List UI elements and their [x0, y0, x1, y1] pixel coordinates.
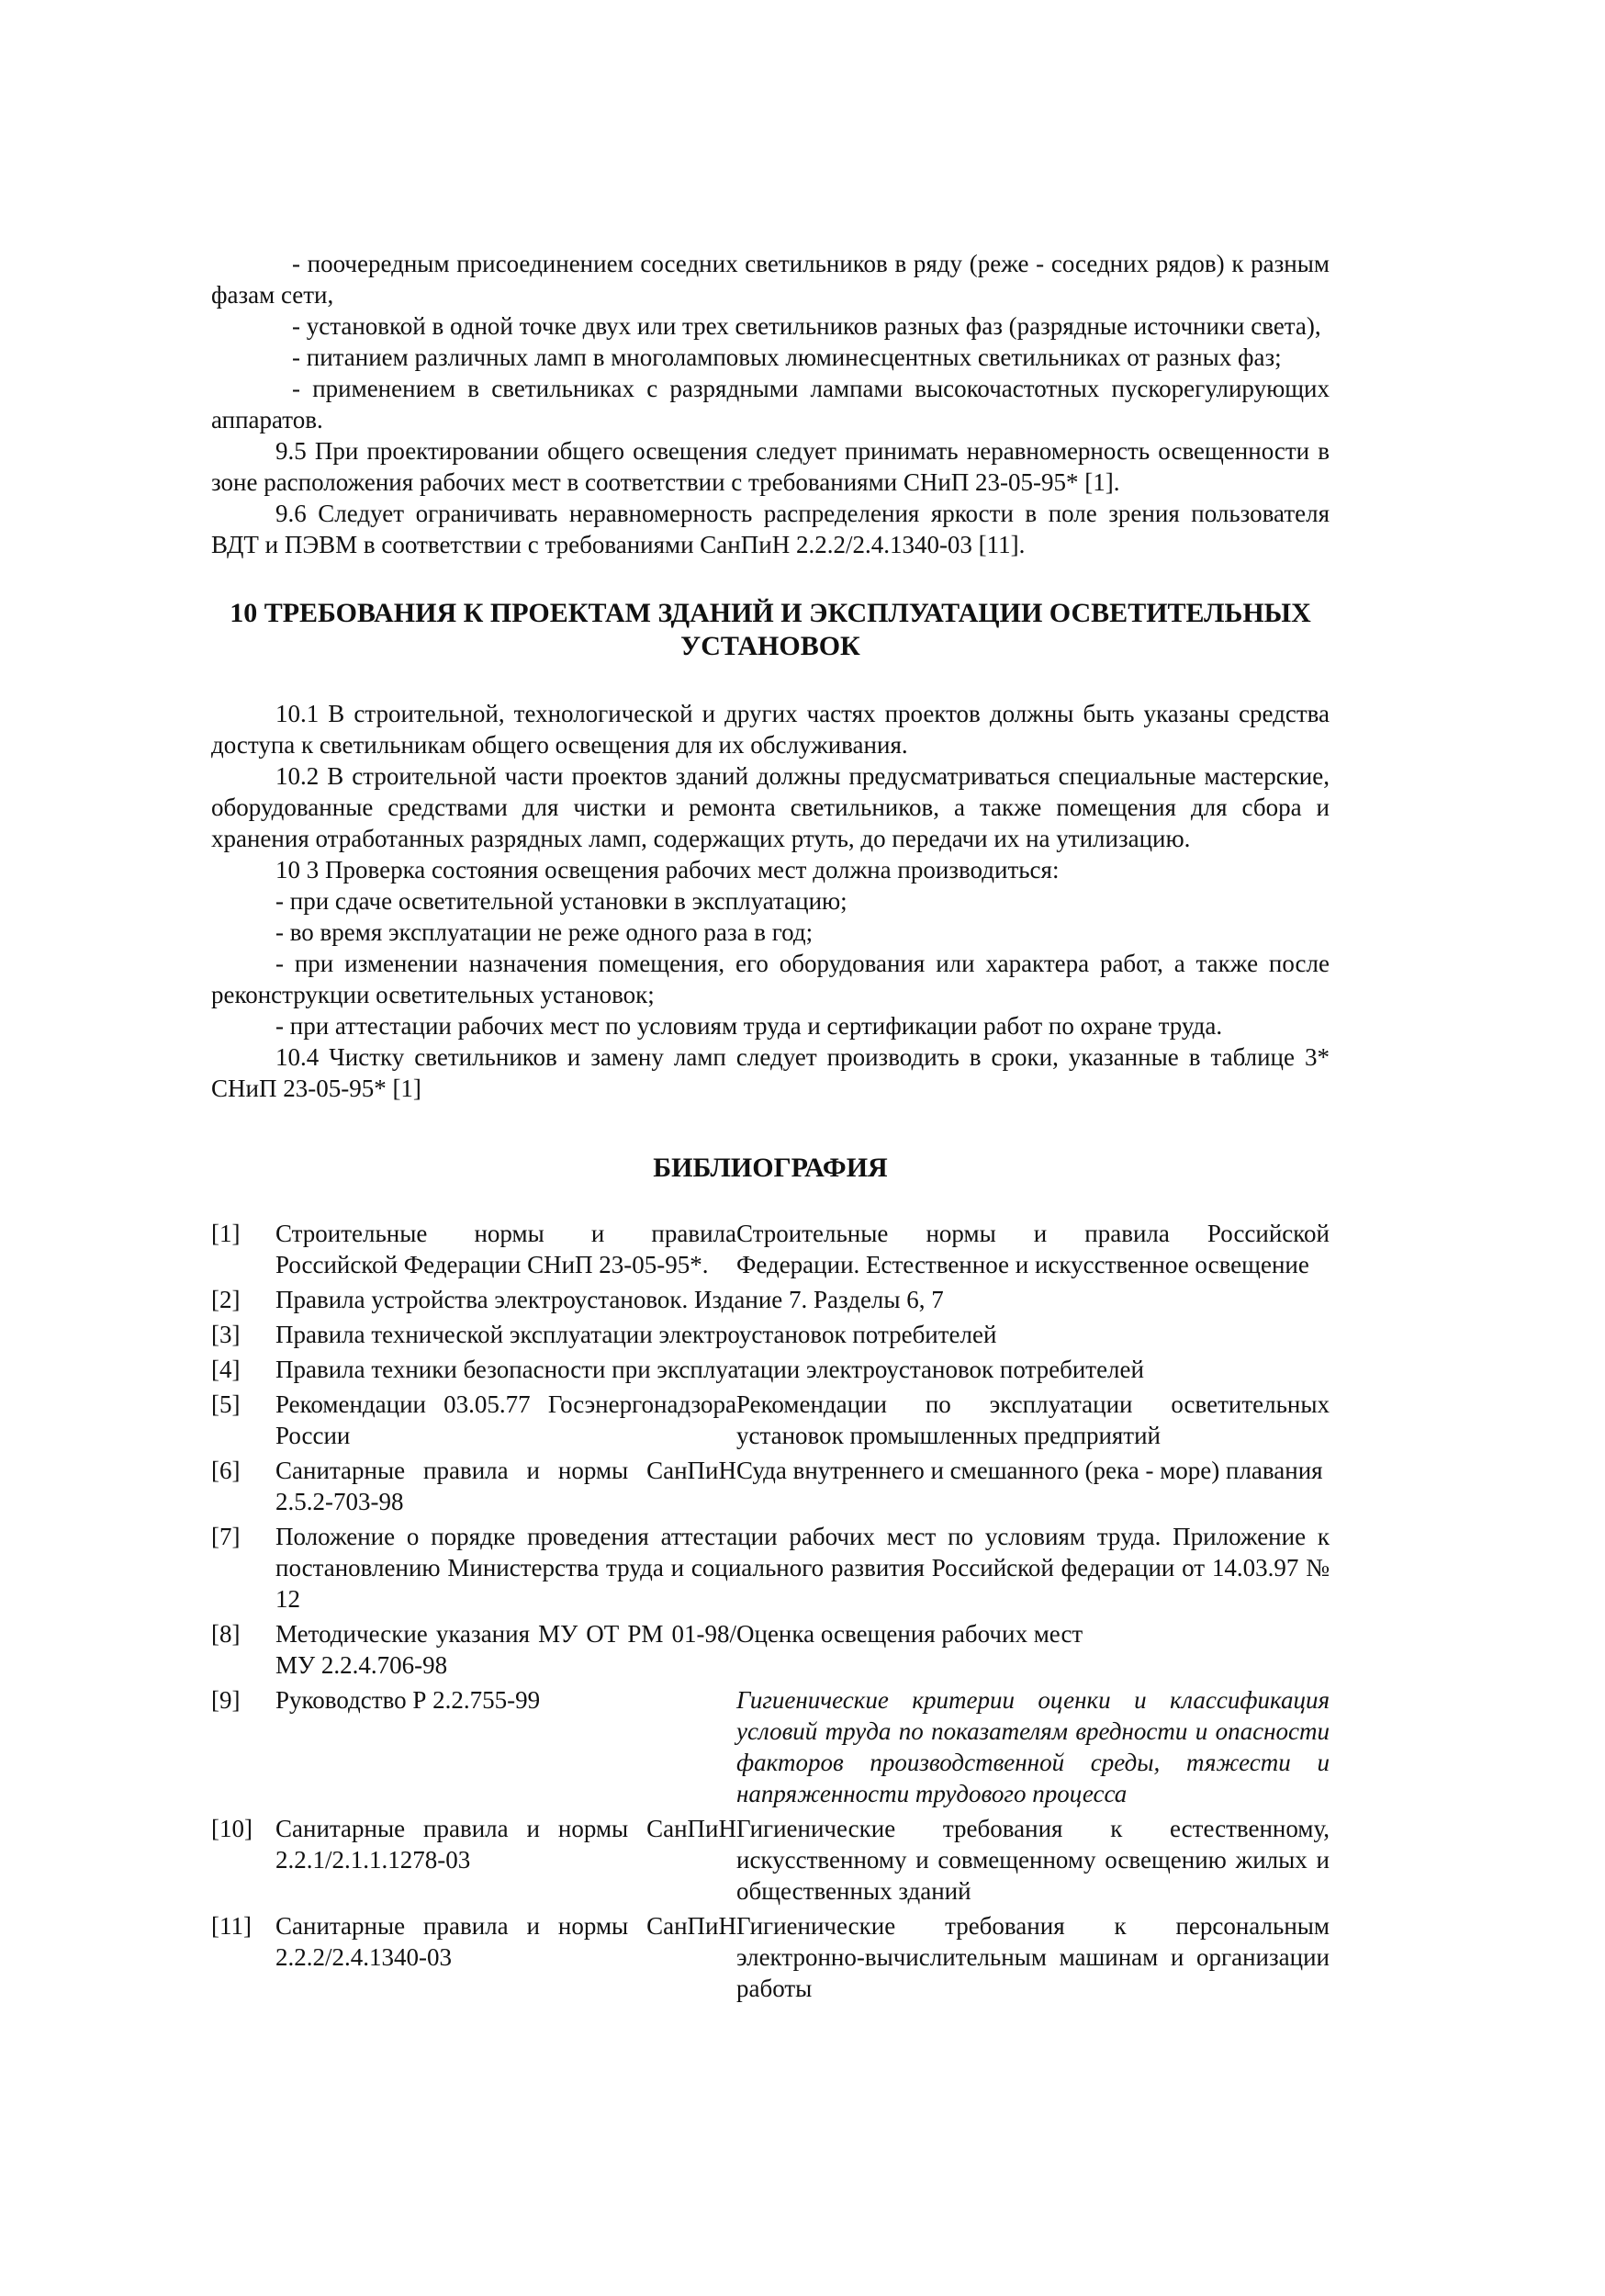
bib-source: Санитарные правила и нормы СанПиН 2.5.2-703-98	[275, 1457, 736, 1515]
bib-number: [5]	[211, 1390, 241, 1418]
bib-source: Строительные нормы и правила Российской Федерации СНиП 23-05-95*.	[275, 1220, 736, 1278]
bib-number: [8]	[211, 1620, 241, 1648]
section10-item-4: - при аттестации рабочих мест по условиям труда и сертификации работ по охране труда.	[275, 1012, 1223, 1040]
bib-entry-3	[211, 1319, 1330, 1350]
bib-entry-2	[211, 1284, 1330, 1315]
bib-source: Руководство Р 2.2.755-99	[275, 1686, 541, 1714]
bib-text: Правила устройства электроустановок. Издание 7. Разделы 6, 7	[275, 1286, 944, 1313]
section9-item-2: - установкой в одной точке двух или трех светильников разных фаз (разрядные источники света),	[292, 312, 1321, 340]
bib-title: Гигиенические требования к персональным электронно-вычислительным машинам и организации работы	[736, 1912, 1330, 2002]
paragraph-10-3: 10 3 Проверка состояния освещения рабочих мест должна производиться:	[275, 856, 1060, 884]
bib-number: [3]	[211, 1321, 241, 1348]
bib-entry-8	[211, 1618, 1330, 1681]
bib-title: Оценка освещения рабочих мест	[736, 1620, 1083, 1648]
paragraph-10-4: 10.4 Чистку светильников и замену ламп следует производить в сроки, указанные в таблице 3* СНиП 23-05-95* [1]	[211, 1043, 1330, 1102]
bib-entry-11	[211, 1910, 1330, 2004]
section9-item-3: - питанием различных ламп в многоламповых люминесцентных светильниках от разных фаз;	[292, 343, 1282, 371]
paragraph-9-6: 9.6 Следует ограничивать неравномерность распределения яркости в поле зрения пользователя ВДТ и ПЭВМ в соответствии с требованиями СанПиН 2.2.2/2.4.1340-03 [11].	[211, 500, 1330, 558]
bib-entry-9	[211, 1684, 1330, 1809]
bib-source: Санитарные правила и нормы СанПиН 2.2.1/2.1.1.1278-03	[275, 1815, 736, 1874]
bib-source: Рекомендации 03.05.77 Госэнергонадзора России	[275, 1390, 736, 1449]
bib-entry-6	[211, 1455, 1330, 1517]
bib-number: [6]	[211, 1457, 241, 1484]
bibliography-list	[211, 1218, 1330, 2004]
section10-heading: 10 ТРЕБОВАНИЯ К ПРОЕКТАМ ЗДАНИЙ И ЭКСПЛУАТАЦИИ ОСВЕТИТЕЛЬНЫХ УСТАНОВОК	[230, 598, 1311, 661]
bib-entry-4	[211, 1354, 1330, 1385]
bib-number: [10]	[211, 1815, 253, 1842]
section9-item-1: - поочередным присоединением соседних светильников в ряду (реже - соседних рядов) к разным фазам сети,	[211, 250, 1330, 309]
bib-text: Правила технической эксплуатации электроустановок потребителей	[275, 1321, 997, 1348]
bib-number: [2]	[211, 1286, 241, 1313]
bib-text: Правила техники безопасности при эксплуатации электроустановок потребителей	[275, 1356, 1144, 1383]
bib-title: Суда внутреннего и смешанного (река - море) плавания	[736, 1457, 1323, 1484]
bib-title: Строительные нормы и правила Российской Федерации. Естественное и искусственное освещение	[736, 1220, 1330, 1278]
bib-source: Санитарные правила и нормы СанПиН 2.2.2/2.4.1340-03	[275, 1912, 736, 1971]
section10-item-2: - во время эксплуатации не реже одного раза в год;	[275, 918, 814, 946]
bib-number: [7]	[211, 1523, 241, 1550]
bibliography-title: БИБЛИОГРАФИЯ	[653, 1153, 888, 1183]
bib-entry-1	[211, 1218, 1330, 1280]
bib-title: Гигиенические требования к естественному, искусственному и совмещенному освещению жилых и общественных зданий	[736, 1815, 1330, 1905]
section10-item-3: - при изменении назначения помещения, его оборудования или характера работ, а также после реконструкции осветительных установок;	[211, 950, 1330, 1008]
paragraph-10-2: 10.2 В строительной части проектов зданий должны предусматриваться специальные мастерские, оборудованные средствами для чистки и ремонта светильников, а также помещения для сбора и хранения отработанных разрядных ламп, содержащих ртуть, до передачи их на утилизацию.	[211, 762, 1330, 852]
bib-text: Положение о порядке проведения аттестации рабочих мест по условиям труда. Приложение к постановлению Министерства труда и социального развития Российской федерации от 14.03.97 № 12	[275, 1523, 1330, 1613]
bib-number: [1]	[211, 1220, 241, 1247]
section10-item-1: - при сдаче осветительной установки в эксплуатацию;	[275, 887, 847, 915]
bib-number: [11]	[211, 1912, 252, 1940]
bib-title: Рекомендации по эксплуатации осветительных установок промышленных предприятий	[736, 1390, 1330, 1449]
page-content	[211, 248, 1330, 2008]
bib-source: Методические указания МУ ОТ РМ 01-98/МУ 2.2.4.706-98	[275, 1620, 736, 1679]
paragraph-10-1: 10.1 В строительной, технологической и других частях проектов должны быть указаны средства доступа к светильникам общего освещения для их обслуживания.	[211, 700, 1330, 759]
bib-entry-10	[211, 1813, 1330, 1907]
bib-entry-7	[211, 1521, 1330, 1615]
bib-entry-5	[211, 1389, 1330, 1451]
section9-item-4: - применением в светильниках с разрядными лампами высокочастотных пускорегулирующих аппаратов.	[211, 375, 1330, 433]
bib-number: [9]	[211, 1686, 241, 1714]
bib-title: Гигиенические критерии оценки и классификация условий труда по показателям вредности и опасности факторов производственной среды, тяжести и напряженности трудового процесса	[736, 1686, 1330, 1807]
paragraph-9-5: 9.5 При проектировании общего освещения следует принимать неравномерность освещенности в зоне расположения рабочих мест в соответствии с требованиями СНиП 23-05-95* [1].	[211, 437, 1330, 496]
bib-number: [4]	[211, 1356, 241, 1383]
